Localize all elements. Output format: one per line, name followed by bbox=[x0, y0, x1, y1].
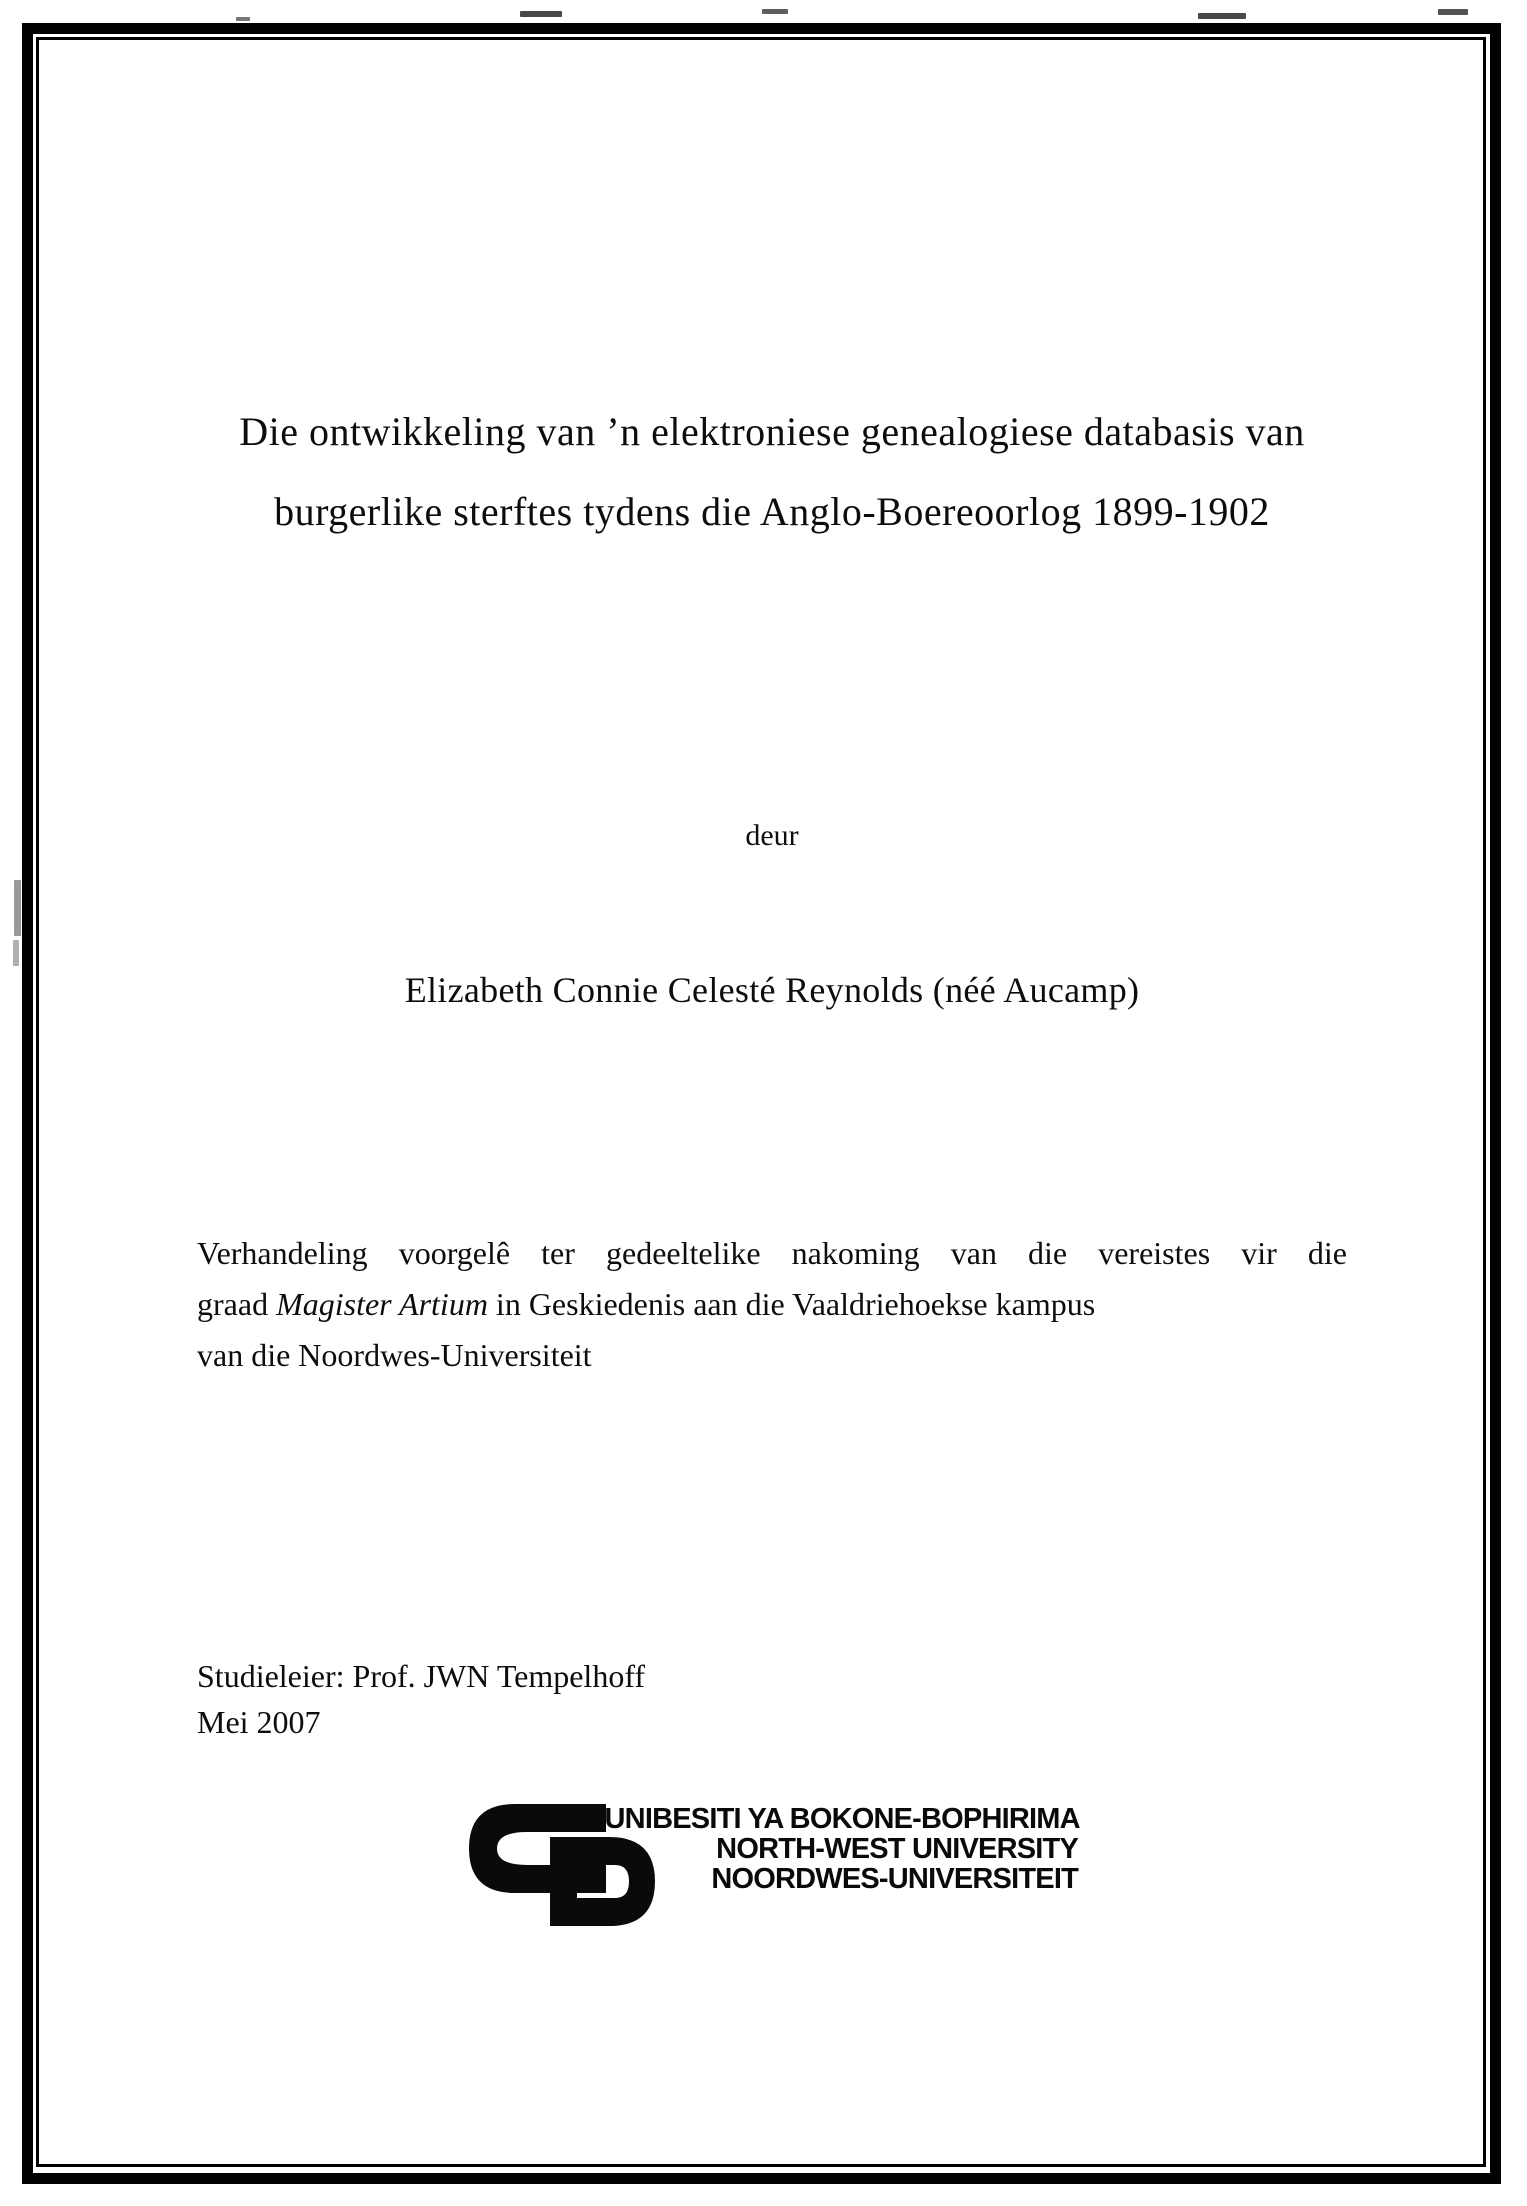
scan-artifact bbox=[520, 11, 562, 17]
byline-label: deur bbox=[745, 819, 799, 852]
thesis-line-2 bbox=[197, 1279, 1347, 1330]
scan-artifact bbox=[762, 9, 788, 14]
thesis-line-2-prefix: graad bbox=[197, 1286, 277, 1322]
scan-artifact bbox=[236, 17, 250, 21]
date-line: Mei 2007 bbox=[197, 1704, 321, 1740]
thesis-statement bbox=[197, 1228, 1347, 1381]
logo-text-afrikaans: NOORDWES-UNIVERSITEIT bbox=[711, 1863, 1078, 1895]
supervisor-block bbox=[197, 1653, 1347, 1745]
logo-text-english: NORTH-WEST UNIVERSITY bbox=[716, 1833, 1078, 1865]
scan-artifact bbox=[13, 940, 19, 966]
title-line-1: Die ontwikkeling van ’n elektroniese genealogiese databasis van bbox=[239, 409, 1305, 454]
university-logo-text bbox=[586, 1804, 1078, 1894]
thesis-line-2-suffix: in Geskiedenis aan die Vaaldriehoekse kampus bbox=[487, 1286, 1096, 1322]
scan-artifact bbox=[14, 880, 21, 936]
title-line-2: burgerlike sterftes tydens die Anglo-Boereoorlog 1899-1902 bbox=[274, 489, 1270, 534]
page-title bbox=[197, 392, 1347, 552]
university-logo bbox=[469, 1801, 1089, 1931]
degree-name-italic: Magister Artium bbox=[276, 1286, 488, 1322]
thesis-line-1: Verhandeling voorgelê ter gedeeltelike nakoming van die vereistes vir die bbox=[197, 1235, 1347, 1271]
thesis-line-3: van die Noordwes-Universiteit bbox=[197, 1337, 592, 1373]
author-name: Elizabeth Connie Celesté Reynolds (néé Aucamp) bbox=[404, 970, 1140, 1010]
scan-artifact bbox=[1438, 9, 1468, 15]
logo-text-setswana: YUNIBESITI YA BOKONE-BOPHIRIMA bbox=[586, 1803, 1080, 1835]
scan-artifact bbox=[1198, 13, 1246, 19]
supervisor-line: Studieleier: Prof. JWN Tempelhoff bbox=[197, 1658, 646, 1694]
